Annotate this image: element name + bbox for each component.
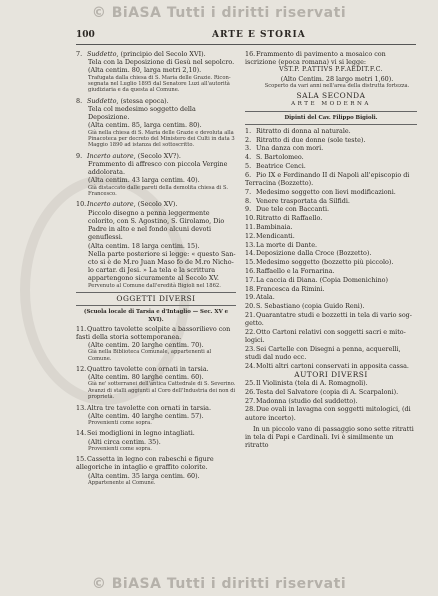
list-item [245,197,417,205]
entry-artist: Incerto autore, [87,151,136,160]
item-text: Sei Cartelle con Disegni a penna, acquerelli, studi dal nudo ecc. [245,344,401,362]
entry-heading [76,325,236,341]
list-item [245,232,417,240]
item-text: Ritratto di Raffaello. [256,214,323,223]
item-text: Otto Cartoni relativi con soggetti sacri e mitologici. [245,327,406,345]
entry-body: Frammento di pavimento a mosaico con iscrizione (epoca romana) vi si legge: [245,50,386,67]
entry-heading [76,50,236,58]
item-text: Ritratto di donna al naturale. [256,126,351,135]
entry-heading [76,152,236,160]
item-number: 18. [245,284,256,293]
item-text: S. Sebastiano (copia Guido Reni). [256,302,365,311]
catalog-entry [76,200,236,288]
divider [76,305,236,306]
item-number: 17. [245,275,256,284]
item-text: Il Violinista (tela di A. Romagnoli). [256,378,368,387]
item-text: Beatrice Cenci. [256,162,306,171]
entry-note: Già distaccato dalle pareti della demolita chiesa di S. Francesco. [88,184,228,198]
entry-note: Appartenente al Comune. [88,479,156,486]
entry-dimensions: (Alte centim. 80 larghe centim. 60). [88,373,204,382]
painting-list [245,127,417,370]
running-title: ARTE E STORIA [212,30,306,40]
entry-extra: Nella parte posteriore si legge: « questo Sancto si è de M.ro Juan Maso fo de M.ro Nicholo cartar. di Jesi. » La tela e la scrittura appartengono sicuramente al Secolo XV. [88,249,236,283]
item-text: Una danza con mori. [256,144,324,153]
entry-number: 10. [76,200,87,209]
object-entry [76,404,236,427]
list-item [245,223,417,231]
list-item [245,136,417,144]
entry-body: Sei modiglioni in legno intagliati. [87,429,195,438]
item-number: 27. [245,396,256,405]
item-number: 4. [245,153,252,162]
entry-heading [76,97,236,105]
item-number: 6. [245,170,252,179]
object-entry [76,429,236,452]
item-number: 19. [245,293,256,302]
watermark-top: © BiASA Tutti i diritti riservati [91,5,347,21]
entry-number: 7. [76,50,83,58]
entry-number: 13. [76,403,87,412]
closing-paragraph: In un piccolo vano di passaggio sono sette ritratti in tela di Papi e Cardinali. Ivi è similmente un ritratto [245,424,414,450]
catalog-entry [76,152,236,198]
right-column [245,50,417,449]
list-item [245,302,417,310]
entry-number: 15. [76,455,87,464]
entry-date: (Secolo XV?). [135,151,181,160]
entry-body: Frammento di affresco con piccola Vergine addolorata. [88,160,228,177]
entry-date: (Secolo XV). [135,200,178,209]
entry-note: Provenienti come sopra. [88,445,152,452]
entry-heading [76,404,236,412]
entry-dimensions: (Alta centim. 18 larga centim. 15). [88,241,200,250]
item-text: Testa del Salvatore (copia di A. Scarpaloni). [256,387,399,396]
item-number: 5. [245,162,252,171]
item-number: 24. [245,361,256,370]
list-item [245,345,417,361]
entry-number: 12. [76,364,87,373]
item-text: Medesimo soggetto (bozzetto più piccolo). [256,258,394,267]
list-item [245,258,417,266]
item-text: Medesimo soggetto con lievi modificazioni. [256,187,396,196]
item-text: Madonna (studio del suddetto). [256,396,358,405]
item-text: Pio IX e Ferdinando II di Napoli all'episcopio di Terracina (Bozzetto). [245,170,410,188]
list-item [245,188,417,196]
divider [245,111,417,112]
entry-body: Cassetta in legno con rabeschi e figure allegoriche in intaglio e graffito colorite. [76,455,214,472]
entry-note: Già nella Biblioteca Comunale, appartenenti al Comune. [88,349,212,362]
item-text: S. Bartolomeo. [256,153,304,162]
item-number: 20. [245,302,256,311]
item-text: Due ovali in lavagna con soggetti mitologici, (di autore incerto). [245,405,411,422]
entry-body: Quattro tavolette con ornati in tarsia. [87,364,209,373]
list-item [245,276,417,284]
item-number: 10. [245,214,256,223]
item-text: Raffaello e la Fornarina. [256,266,335,275]
item-number: 12. [245,231,256,240]
list-item [245,328,417,344]
list-item [245,362,417,370]
catalog-entries [76,50,236,289]
object-entry [76,365,236,401]
entry-dimensions: (Alti circa centim. 35). [88,437,161,446]
entry-heading [76,365,236,373]
entry-body: Altra tre tavolette con ornati in tarsia. [87,403,212,412]
entry-heading [76,455,236,471]
object-entries [76,325,236,487]
entry-artist: Suddetto, [87,50,119,58]
divider [245,124,417,125]
entry-dimensions: (Alta centim. 35 larga centim. 60). [88,471,200,480]
entry-note: Pervenuto al Comune dall'eredità Bigioli nel 1862. [88,282,221,289]
entry-number: 16. [245,50,256,58]
list-item [245,205,417,213]
list-item [245,397,417,405]
list-item [245,144,417,152]
section-title-sala: SALA SECONDA [296,91,366,101]
entry-dimensions: (Alte centim. 20 larghe centim. 70). [88,340,204,349]
list-item [245,171,417,187]
entry-body: Piccolo disegno a penna leggermente colorito, con S. Agostino, S. Girolamo, Dio Padre in alto e nel fondo alcuni devoti genuflessi. [88,208,225,242]
item-number: 2. [245,135,252,144]
item-number: 3. [245,144,252,153]
item-text: Francesca da Rimini. [256,284,325,293]
item-number: 23. [245,344,256,353]
item-number: 25. [245,378,256,387]
item-number: 15. [245,258,256,267]
item-number: 11. [245,223,256,231]
inscription: VST.P. P.ATTIVS P.F.AEDIT.F.C. [279,66,383,74]
object-entry [76,325,236,362]
entry-number: 14. [76,429,87,438]
divider [76,292,236,293]
left-column [76,50,236,489]
list-item [245,162,417,170]
item-number: 22. [245,327,256,336]
list-item [245,214,417,222]
entry-date: (principio del Secolo XVI). [118,50,206,58]
item-text: Molti altri cartoni conservati in apposita cassa. [256,361,409,370]
entry-dimensions: (Alta centim. 43 larga centim. 40). [88,176,200,185]
fragment-entry [245,50,417,89]
entry-body: Tela con la Deposizione di Gesù nel sepolcro. [88,58,235,67]
section-title-autori: AUTORI DIVERSI [294,369,368,379]
item-number: 9. [245,205,252,214]
catalog-entry [76,97,236,149]
authors-list [245,379,417,422]
section-subtitle: (Scuola locale di Tarsia e d'Intaglio — Sec. XV e XVI). [83,309,229,324]
item-number: 16. [245,266,256,275]
item-text: Atala. [256,293,275,302]
entry-dimensions: (Alto Centim. 28 largo metri 1,60). [280,74,394,83]
catalog-entry [76,50,236,94]
entry-dimensions: (Alte centim. 40 larghe centim. 57). [88,411,204,420]
entry-dimensions: (Alta centim. 80, larga metri 2,10). [88,66,202,75]
list-item [245,388,417,396]
entry-note: Provenienti come sopra. [88,419,152,426]
entry-number: 11. [76,324,87,333]
item-number: 26. [245,387,256,396]
entry-note: Trafugata dalla chiesa di S. Maria delle Grazie. Riconsegnata nel Luglio 1895 dal Senatore Luzi all'autorità giudiziaria e da questa al Comune. [88,74,231,94]
item-text: Bambinaia. [256,223,293,231]
entry-artist: Incerto autore, [87,200,136,209]
item-text: Venere trasportata da Silfidi. [256,196,350,205]
entry-body: Tela col medesimo soggetto della Deposizione. [88,105,196,122]
item-text: Due tele con Baccanti. [256,205,330,214]
object-entry [76,455,236,486]
item-text: Deposizione dalla Croce (Bozzetto). [256,249,372,258]
list-item [245,311,417,327]
item-text: La caccia di Diana. (Copia Domenichino) [256,275,389,284]
entry-number: 9. [76,151,83,160]
entry-heading [76,429,236,437]
list-item [245,267,417,275]
section-subtitle-arte: ARTE MODERNA [291,101,371,108]
list-item [245,285,417,293]
item-text: Quarantatre studi e bozzetti in tela di vario soggetto. [245,310,412,328]
list-item [245,153,417,161]
entry-artist: Suddetto, [87,96,119,105]
page-number: 100 [76,30,95,40]
item-number: 14. [245,249,256,258]
list-item [245,405,417,421]
list-item [245,293,417,301]
item-number: 7. [245,187,252,196]
entry-date: (stessa epoca). [118,96,169,105]
entry-dimensions: (Alta centim. 85, larga centim. 80). [88,121,202,130]
item-number: 21. [245,310,256,319]
item-number: 13. [245,240,256,249]
page-header [76,30,416,42]
list-item [245,241,417,249]
item-text: La morte di Dante. [256,240,318,249]
item-number: 8. [245,196,252,205]
list-item [245,127,417,135]
item-text: Ritratto di due donne (sole teste). [256,135,366,144]
item-number: 1. [245,126,252,135]
watermark-bottom: © BiASA Tutti i diritti riservati [91,576,347,592]
entry-heading [76,200,236,208]
entry-number: 8. [76,96,83,105]
list-item [245,379,417,387]
entry-note: Scoperto da vari anni nell'area della distrutta fortezza. [264,82,410,89]
collection-title: Dipinti del Cav. Filippo Bigioli. [284,114,378,121]
item-number: 28. [245,405,256,414]
entry-note: Già ne' sotterranei dell'antica Cattedrale di S. Severino. Avanzi di stalli aggiunti al Coro dell'Industria dei non di proprietà. [88,381,236,401]
item-text: Mendicanti. [256,231,295,240]
entry-note: Già nella chiesa di S. Maria delle Grazie e devoluta alla Pinacoteca per decreto del Ministero dei Culti in data 3 Maggio 1890 ad istanza del sottoscritto. [88,129,235,149]
entry-body: Quattro tavolette scolpite a bassorilievo con fasti della storia sottemporanea. [76,324,231,341]
section-title-oggetti: OGGETTI DIVERSI [116,293,196,303]
list-item [245,249,417,257]
header-rule [76,44,416,45]
